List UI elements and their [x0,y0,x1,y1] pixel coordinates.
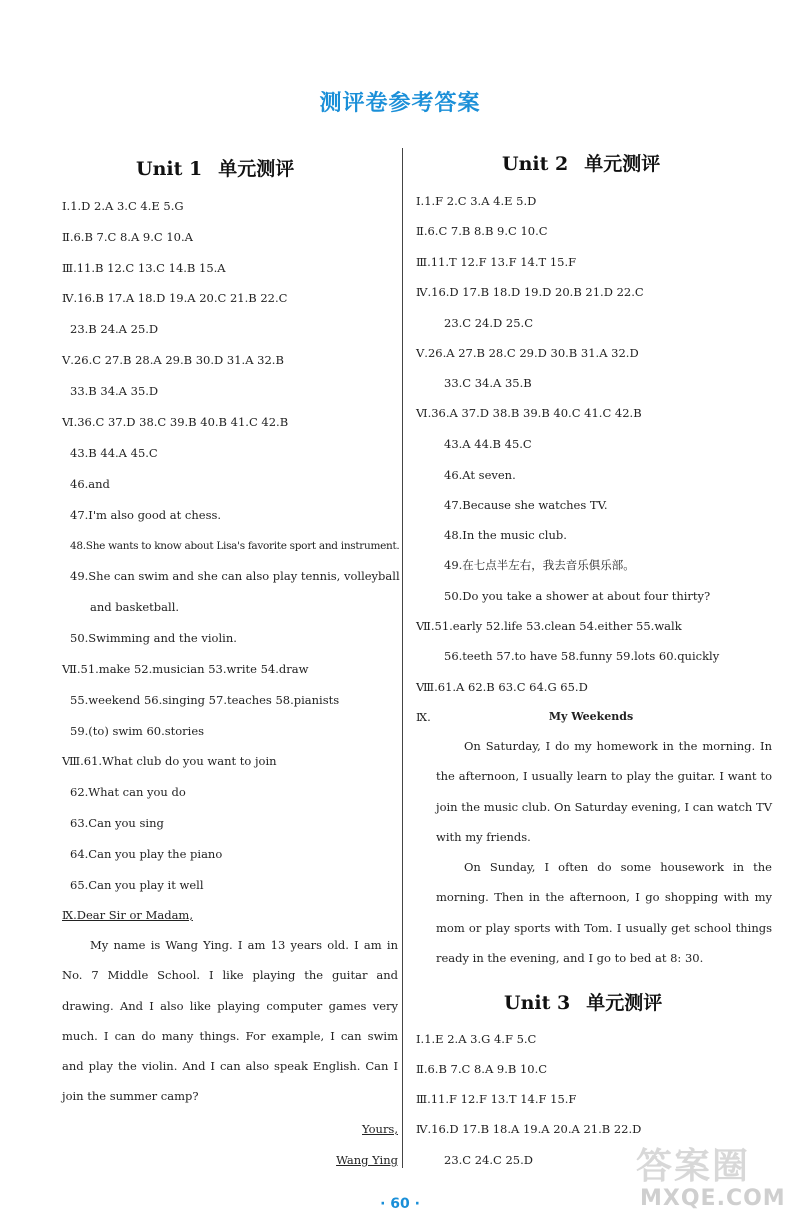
unit3-label: Unit 3 [504,992,571,1014]
answer-line: 62.What can you do [70,785,186,799]
essay-paragraph: On Sunday, I often do some housework in the morning. Then in the afternoon, I go shopping with my mom or play sports with Tom. I usually get school things ready in the evening, and I go to bed at 8: 30. [436,860,772,966]
answer-line: Ⅱ.6.B 7.C 8.A 9.B 10.C [416,1062,548,1076]
answer-line: Ⅵ.36.C 37.D 38.C 39.B 40.B 41.C 42.B [62,415,289,429]
answer-line: 46.At seven. [444,468,516,482]
answer-line: Ⅶ.51.early 52.life 53.clean 54.either 55.walk [416,619,682,633]
answer-line: Ⅰ.1.E 2.A 3.G 4.F 5.C [416,1032,537,1046]
watermark-url: MXQE.COM [640,1186,786,1211]
letter-signature: Wang Ying [336,1153,398,1167]
answer-line: 55.weekend 56.singing 57.teaches 58.pianists [70,693,340,707]
answer-line: 64.Can you play the piano [70,847,223,861]
unit3-title: 单元测评 [586,992,663,1014]
answer-line: 50.Swimming and the violin. [70,631,237,645]
answer-line: 33.B 34.A 35.D [70,384,159,398]
answer-line: 56.teeth 57.to have 58.funny 59.lots 60.quickly [444,649,720,663]
column-divider [402,148,403,1168]
unit2-heading [502,149,660,176]
unit1-label: Unit 1 [136,158,203,180]
page-number: · 60 · [380,1196,420,1212]
answer-line: 49.She can swim and she can also play tennis, volleyball [70,569,400,583]
answer-line: and basketball. [90,600,180,614]
letter-salutation: Ⅸ.Dear Sir or Madam, [62,908,193,922]
answer-line: Ⅴ.26.C 27.B 28.A 29.B 30.D 31.A 32.B [62,353,284,367]
answer-line: Ⅸ. [416,710,431,724]
answer-line: 63.Can you sing [70,816,164,830]
answer-line: 48.She wants to know about Lisa's favorite sport and instrument. [70,540,400,552]
unit2-label: Unit 2 [502,153,569,175]
page-title: 测评卷参考答案 [319,91,481,116]
answer-line: 48.In the music club. [444,528,567,542]
answer-line: 23.B 24.A 25.D [70,322,159,336]
answer-line: Ⅲ.11.T 12.F 13.F 14.T 15.F [416,255,577,269]
watermark-logo: 答案圈 [636,1146,751,1187]
answer-line: 59.(to) swim 60.stories [70,724,205,738]
answer-line: 47.I'm also good at chess. [70,508,222,522]
answer-line: Ⅱ.6.C 7.B 8.B 9.C 10.C [416,224,548,238]
answer-line: 49.在七点半左右，我去音乐俱乐部。 [444,558,635,572]
answer-line: 47.Because she watches TV. [444,498,608,512]
answer-line: 43.A 44.B 45.C [444,437,532,451]
unit1-heading [136,154,294,181]
answer-line: Ⅲ.11.B 12.C 13.C 14.B 15.A [62,261,226,275]
answer-line: Ⅲ.11.F 12.F 13.T 14.F 15.F [416,1092,577,1106]
essay-paragraph: On Saturday, I do my homework in the morning. In the afternoon, I usually learn to play the guitar. I want to join the music club. On Saturday evening, I can watch TV with my friends. [436,739,772,844]
answer-line: 33.C 34.A 35.B [444,376,532,390]
essay-body [436,731,772,973]
answer-line: 65.Can you play it well [70,878,204,892]
answer-line: 50.Do you take a shower at about four thirty? [444,589,711,603]
letter-closing: Yours, [362,1122,398,1136]
answer-line: Ⅱ.6.B 7.C 8.A 9.C 10.A [62,230,193,244]
answer-line: 43.B 44.A 45.C [70,446,158,460]
unit2-title: 单元测评 [584,153,661,175]
unit3-heading [504,988,662,1015]
answer-line: 46.and [70,477,110,491]
answer-line: Ⅳ.16.B 17.A 18.D 19.A 20.C 21.B 22.C [62,291,288,305]
answer-line: Ⅳ.16.D 17.B 18.D 19.D 20.B 21.D 22.C [416,285,644,299]
letter-paragraph: My name is Wang Ying. I am 13 years old. I am in No. 7 Middle School. I like playing the guitar and drawing. And I also like playing computer games very much. I can do many things. For example, I can swim and play the violin. And I can also speak English. Can I join the summer camp? [62,938,398,1104]
answer-line: Ⅶ.51.make 52.musician 53.write 54.draw [62,662,309,676]
answer-line: Ⅰ.1.D 2.A 3.C 4.E 5.G [62,199,184,213]
answer-line: Ⅵ.36.A 37.D 38.B 39.B 40.C 41.C 42.B [416,406,642,420]
answer-line: 23.C 24.D 25.C [444,316,533,330]
answer-line: Ⅰ.1.F 2.C 3.A 4.E 5.D [416,194,537,208]
letter-body [62,930,398,1112]
unit1-title: 单元测评 [218,158,295,180]
answer-line: 23.C 24.C 25.D [444,1153,533,1167]
essay-title: My Weekends [548,710,634,723]
answer-line: Ⅳ.16.D 17.B 18.A 19.A 20.A 21.B 22.D [416,1122,642,1136]
answer-line: Ⅷ.61.A 62.B 63.C 64.G 65.D [416,680,588,694]
answer-line: Ⅷ.61.What club do you want to join [62,754,277,768]
answer-line: Ⅴ.26.A 27.B 28.C 29.D 30.B 31.A 32.D [416,346,639,360]
